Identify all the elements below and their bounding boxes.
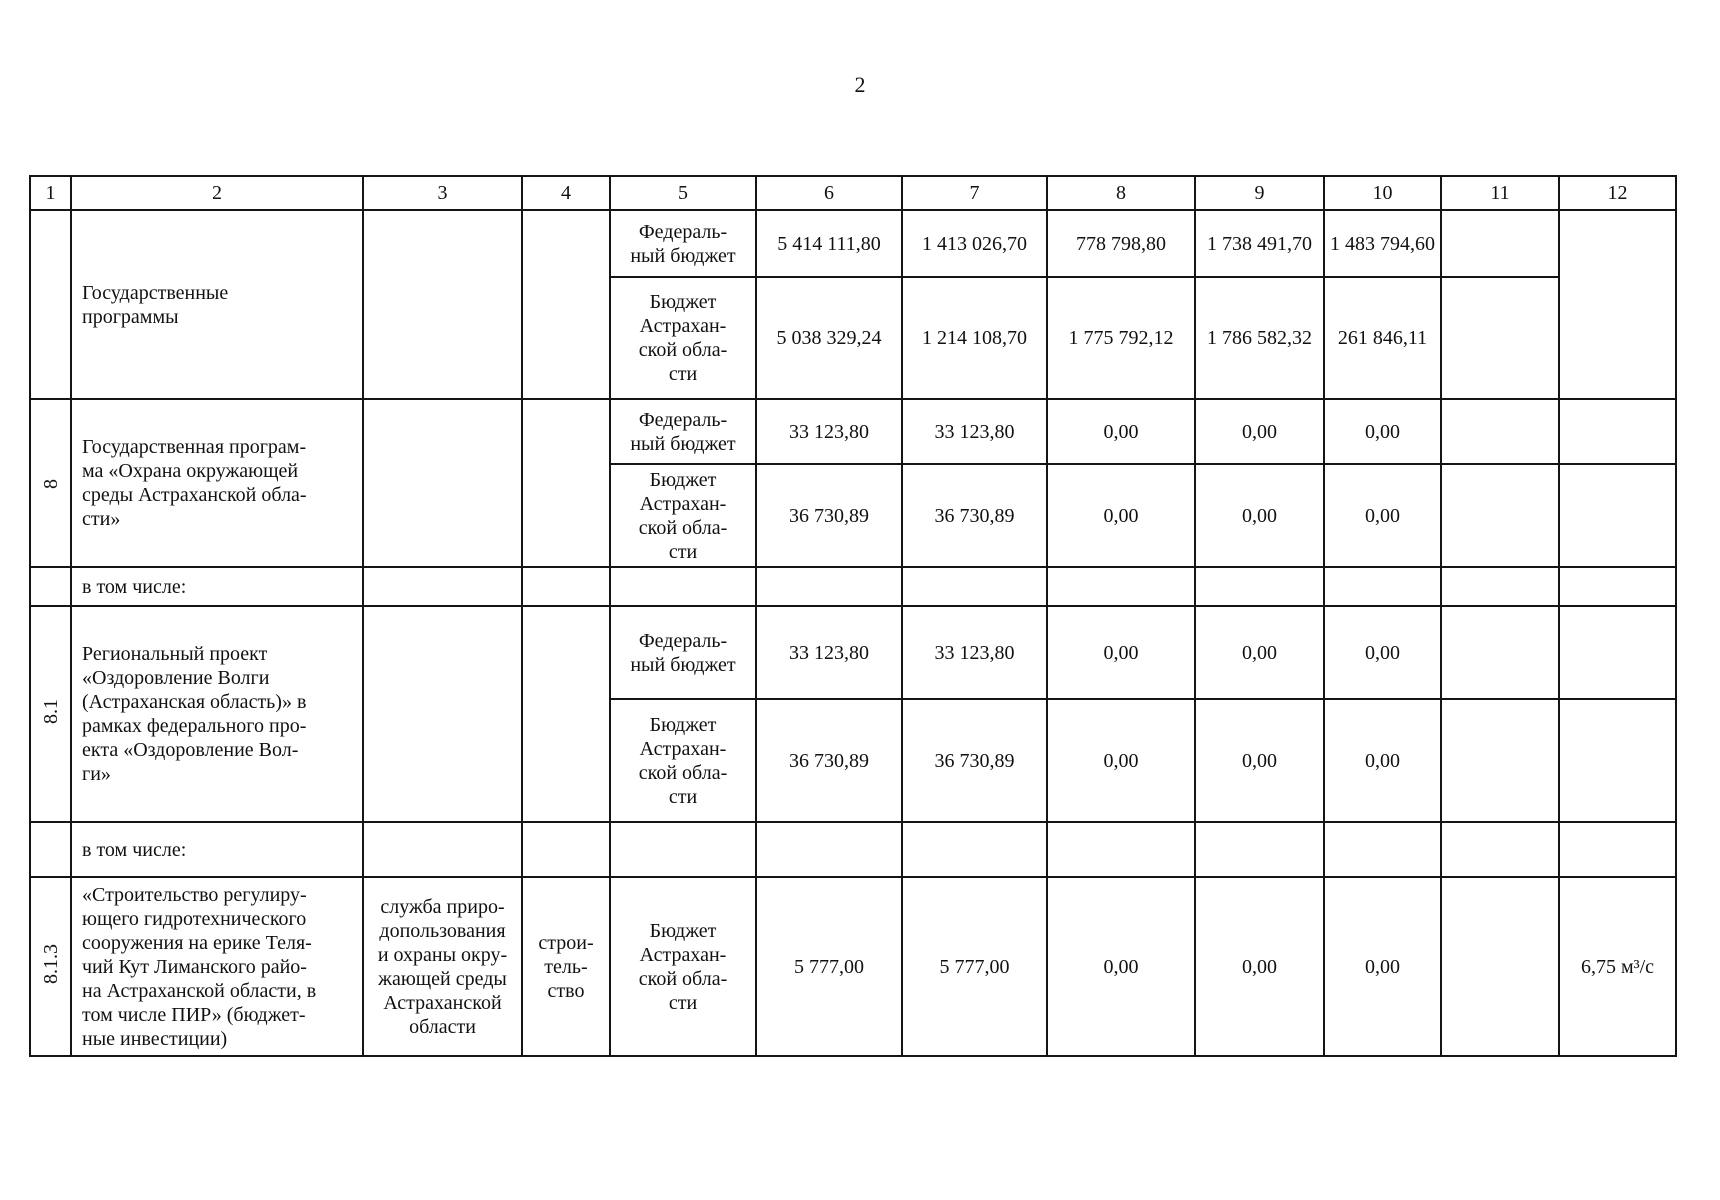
empty-cell: [1559, 399, 1676, 464]
value-cell: 0,00: [1195, 399, 1324, 464]
source-regional: Бюджет Астрахан- ской обла- сти: [610, 464, 756, 567]
value-cell: 33 123,80: [902, 606, 1047, 699]
type-cell: строи- тель- ство: [522, 877, 610, 1056]
value-cell: 36 730,89: [756, 464, 902, 567]
row-title: Государственная програм- ма «Охрана окружающей среды Астраханской обла- сти»: [71, 399, 363, 567]
empty-cell: [1559, 210, 1676, 399]
empty-cell: [1559, 464, 1676, 567]
empty-cell: [30, 567, 71, 606]
value-cell: 5 038 329,24: [756, 277, 902, 399]
value-cell: 1 413 026,70: [902, 210, 1047, 277]
empty-cell: [902, 822, 1047, 877]
source-federal: Федераль- ный бюджет: [610, 606, 756, 699]
value-cell: 0,00: [1195, 464, 1324, 567]
table-row: [30, 877, 1676, 1056]
empty-cell: [1559, 567, 1676, 606]
value-cell: 5 777,00: [902, 877, 1047, 1056]
value-cell: 33 123,80: [756, 399, 902, 464]
value-cell: 0,00: [1195, 699, 1324, 822]
value-cell: 33 123,80: [756, 606, 902, 699]
row-number-text: 8.1.3: [39, 943, 62, 984]
source-regional: Бюджет Астрахан- ской обла- сти: [610, 699, 756, 822]
header-cell: 6: [756, 176, 902, 210]
empty-cell: [1441, 877, 1559, 1056]
value-cell: 1 775 792,12: [1047, 277, 1195, 399]
row-number: [30, 399, 71, 567]
value-cell: 0,00: [1324, 399, 1441, 464]
value-cell: 0,00: [1324, 464, 1441, 567]
table-row: [30, 606, 1676, 699]
row-title: Государственные программы: [71, 210, 363, 399]
source-regional: Бюджет Астрахан- ской обла- сти: [610, 877, 756, 1056]
empty-cell: [756, 567, 902, 606]
empty-cell: [1559, 699, 1676, 822]
including-label: в том числе:: [71, 567, 363, 606]
empty-cell: [1441, 210, 1559, 277]
budget-table: [29, 175, 1677, 1057]
value-cell: 0,00: [1047, 464, 1195, 567]
value-cell: 1 214 108,70: [902, 277, 1047, 399]
empty-cell: [522, 822, 610, 877]
value-cell: 0,00: [1047, 606, 1195, 699]
executor-cell: [363, 606, 522, 822]
row-title: «Строительство регулиру- ющего гидротехнического сооружения на ерике Теля- чий Кут Лиманского райо- на Астраханской области, в том числе ПИР» (бюджет- ные инвестиции): [71, 877, 363, 1056]
including-row: [30, 567, 1676, 606]
value-cell: 36 730,89: [902, 464, 1047, 567]
value-cell: 33 123,80: [902, 399, 1047, 464]
empty-cell: [1047, 567, 1195, 606]
value-cell: 1 483 794,60: [1324, 210, 1441, 277]
header-cell: 2: [71, 176, 363, 210]
row-number-text: 8: [39, 479, 62, 489]
value-cell: 5 414 111,80: [756, 210, 902, 277]
empty-cell: [1195, 822, 1324, 877]
value-cell: 1 786 582,32: [1195, 277, 1324, 399]
header-cell: 11: [1441, 176, 1559, 210]
header-cell: 3: [363, 176, 522, 210]
row-number: [30, 210, 71, 399]
value-cell: 0,00: [1195, 877, 1324, 1056]
value-cell: 36 730,89: [756, 699, 902, 822]
page-number: 2: [854, 72, 866, 97]
including-row: [30, 822, 1676, 877]
empty-cell: [1559, 822, 1676, 877]
empty-cell: [1441, 606, 1559, 699]
header-row: [30, 176, 1676, 210]
empty-cell: [1047, 822, 1195, 877]
header-cell: 12: [1559, 176, 1676, 210]
value-cell: 0,00: [1324, 877, 1441, 1056]
value-cell: 0,00: [1047, 399, 1195, 464]
row-number: [30, 877, 71, 1056]
type-cell: [522, 210, 610, 399]
empty-cell: [756, 822, 902, 877]
header-cell: 1: [30, 176, 71, 210]
empty-cell: [1441, 464, 1559, 567]
empty-cell: [1324, 567, 1441, 606]
empty-cell: [1441, 822, 1559, 877]
executor-cell: служба приро- допользования и охраны окру- жающей среды Астраханской области: [363, 877, 522, 1056]
row-number-text: 8.1: [39, 698, 62, 724]
empty-cell: [30, 822, 71, 877]
source-federal: Федераль- ный бюджет: [610, 399, 756, 464]
empty-cell: [610, 567, 756, 606]
value-cell: 5 777,00: [756, 877, 902, 1056]
header-cell: 7: [902, 176, 1047, 210]
empty-cell: [610, 822, 756, 877]
source-federal: Федераль- ный бюджет: [610, 210, 756, 277]
empty-cell: [1324, 822, 1441, 877]
empty-cell: [522, 567, 610, 606]
empty-cell: [1441, 567, 1559, 606]
value-cell: 1 738 491,70: [1195, 210, 1324, 277]
empty-cell: [902, 567, 1047, 606]
row-title: Региональный проект «Оздоровление Волги (Астраханская область)» в рамках федерального про- екта «Оздоровление Вол- ги»: [71, 606, 363, 822]
empty-cell: [1441, 699, 1559, 822]
executor-cell: [363, 399, 522, 567]
value-cell: 0,00: [1047, 877, 1195, 1056]
type-cell: [522, 606, 610, 822]
header-cell: 5: [610, 176, 756, 210]
empty-cell: [363, 567, 522, 606]
result-cell: 6,75 м³/с: [1559, 877, 1676, 1056]
empty-cell: [1559, 606, 1676, 699]
value-cell: 261 846,11: [1324, 277, 1441, 399]
table-row: [30, 399, 1676, 464]
empty-cell: [1441, 277, 1559, 399]
empty-cell: [363, 822, 522, 877]
value-cell: 778 798,80: [1047, 210, 1195, 277]
value-cell: 0,00: [1047, 699, 1195, 822]
value-cell: 0,00: [1324, 606, 1441, 699]
header-cell: 4: [522, 176, 610, 210]
value-cell: 36 730,89: [902, 699, 1047, 822]
empty-cell: [1195, 567, 1324, 606]
header-cell: 8: [1047, 176, 1195, 210]
header-cell: 10: [1324, 176, 1441, 210]
type-cell: [522, 399, 610, 567]
executor-cell: [363, 210, 522, 399]
including-label: в том числе:: [71, 822, 363, 877]
value-cell: 0,00: [1195, 606, 1324, 699]
table-row: [30, 210, 1676, 277]
source-regional: Бюджет Астрахан- ской обла- сти: [610, 277, 756, 399]
empty-cell: [1441, 399, 1559, 464]
row-number: [30, 606, 71, 822]
header-cell: 9: [1195, 176, 1324, 210]
value-cell: 0,00: [1324, 699, 1441, 822]
